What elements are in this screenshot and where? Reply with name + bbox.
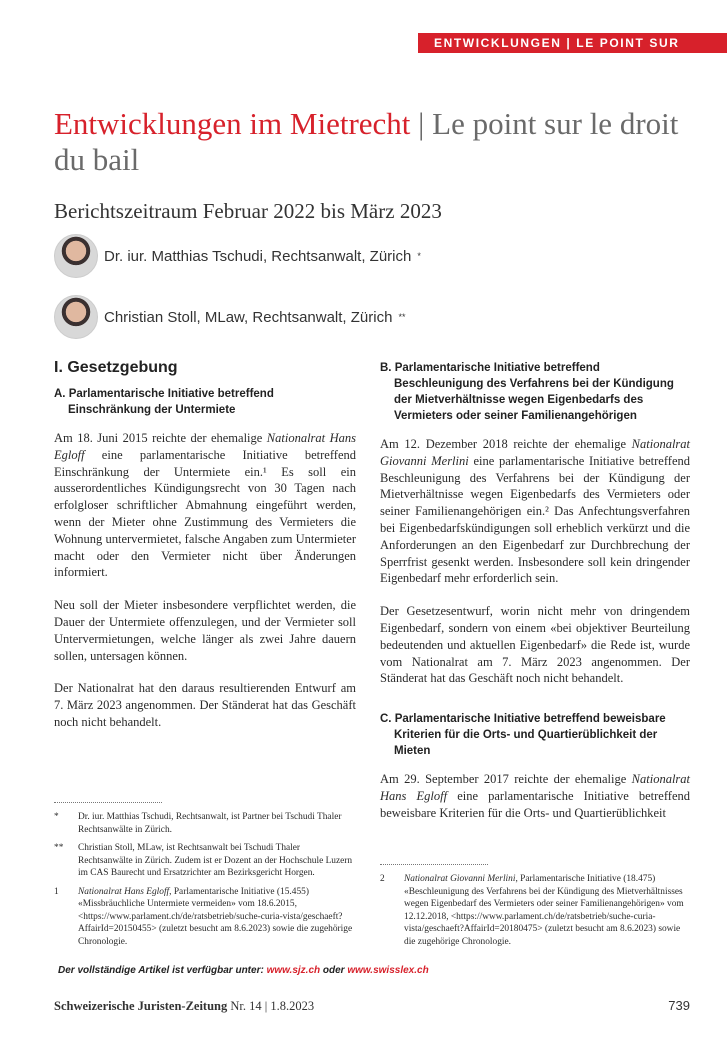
text: , Parlamentarische Initiative (15.455) «Missbräuchliche Untermiete vermeiden» vom 18.6.2015, <https://www.parlament.ch/de/ratsbetrieb/suche-curia-vista/geschaeft?AffairId=20150455> (zuletzt besucht am 8.6.2023) sowie die zugehörige Chronologie.: [78, 886, 353, 947]
text: Der vollständige Artikel ist verfügbar unter:: [58, 965, 267, 976]
section-banner: ENTWICKLUNGEN | LE POINT SUR: [418, 33, 727, 53]
page-footer: [54, 998, 690, 1014]
paragraph: Der Gesetzesentwurf, worin nicht mehr von dringendem Eigenbedarf, sondern von einem «bei objektiver Beurteilung bedeutenden und aktuellen Eigenbedarf» die Rede ist, wurde vom Nationalrat am 7. März 2023 angenommen. Der Ständerat hat das Geschäft noch nicht behandelt.: [380, 604, 690, 686]
title-french: Le point sur le droit du bail: [54, 106, 679, 177]
paragraph: [54, 430, 356, 581]
footer-journal: [54, 998, 314, 1014]
footnote: [54, 811, 356, 836]
author-mark: **: [398, 312, 406, 322]
article-title: [54, 106, 694, 178]
footnote-mark: *: [54, 812, 59, 822]
author-photo: [54, 295, 98, 339]
author-name: Christian Stoll, MLaw, Rechtsanwalt, Zürich: [104, 308, 393, 326]
right-column: [380, 358, 690, 954]
text: Am 29. September 2017 reichte der ehemalige: [380, 772, 632, 787]
title-separator: |: [410, 106, 433, 141]
journal-name: Schweizerische Juristen-Zeitung: [54, 999, 228, 1013]
author-mark: *: [417, 251, 421, 261]
text-italic: Nationalrat Hans Egloff: [54, 431, 356, 462]
text: Am 18. Juni 2015 reichte der ehemalige: [54, 431, 267, 445]
footnote-text: [404, 873, 690, 948]
footnote-mark: 1: [54, 886, 59, 897]
left-footnotes: [54, 792, 356, 954]
author-name: Dr. iur. Matthias Tschudi, Rechtsanwalt, Zürich: [104, 247, 412, 265]
text-italic: Nationalrat Giovanni Merlini: [404, 874, 516, 884]
subheading-b: B. Parlamentarische Initiative betreffend Beschleunigung des Verfahrens bei der Kündigung der Mietverhältnisse wegen Eigenbedarfs des Vermieters oder seiner Familienangehörigen: [380, 362, 674, 422]
paragraph: [380, 771, 690, 821]
issue-info: Nr. 14 | 1.8.2023: [227, 999, 315, 1013]
columns: [54, 358, 690, 954]
text: eine parlamentarische Initiative betreffend beweisbare Kriterien für die Orts- und Quartierüblichkeit: [380, 788, 690, 820]
footnote-text: Christian Stoll, MLaw, ist Rechtsanwalt bei Tschudi Thaler Rechtsanwälte in Zürich. Zudem ist er Dozent an der Hochschule Luzern im CAS Baurecht und Ersatzrichter am Bezirksgericht Horgen.: [78, 843, 353, 878]
title-german: Entwicklungen im Mietrecht: [54, 106, 411, 141]
footnote-text: Dr. iur. Matthias Tschudi, Rechtsanwalt, ist Partner bei Tschudi Thaler Rechtsanwälte in Zürich.: [78, 812, 342, 835]
text-italic: Nationalrat Hans Egloff: [78, 886, 170, 897]
section-heading: I. Gesetzgebung: [54, 359, 178, 376]
text-italic: Nationalrat Hans Egloff: [380, 772, 690, 803]
right-footnotes: [380, 854, 690, 954]
text: oder: [320, 965, 348, 976]
paragraph: [380, 436, 690, 587]
footnote-divider: [54, 802, 162, 803]
article-subtitle: Berichtszeitraum Februar 2022 bis März 2023: [54, 199, 442, 223]
text-italic: Nationalrat Giovanni Merlini: [380, 437, 690, 468]
footnote-divider: [380, 864, 488, 865]
sjz-link[interactable]: www.sjz.ch: [266, 965, 321, 976]
footnote: [54, 886, 356, 949]
footnote: [380, 873, 690, 948]
page-number: 739: [668, 998, 690, 1013]
text: eine parlamentarische Initiative betreffend Beschleunigung des Verfahrens bei der Kündigung der Mietverhältnisse wegen Eigenbedarfs des Vermieters oder seiner Familienangehörigen ein.² Das Anfechtungsverfahren bei Eigenbedarfskündigungen soll erheblich verkürzt und die Anforderungen an den Eigenbedarf zur Durchbrechung der Sperrfrist gesenkt werden. Insbesondere soll kein dringender Eigenbedarf mehr erforderlich sein.: [380, 453, 691, 586]
footnote-mark: 2: [380, 874, 385, 884]
text: , Parlamentarische Initiative (18.475) «Beschleunigung des Verfahrens bei der Kündigung des Mietverhältnisses wegen Eigenbedarf des Vermieters oder seiner Familienangehörigen» vom 12.12.2018, <https://www.parlament.ch/de/ratsbetrieb/suche-curia-vista/geschaeft?AffairId=20180475> (zuletzt besucht am 8.6.2023) sowie die zugehörige Chronologie.: [404, 874, 684, 947]
subheading-c: C. Parlamentarische Initiative betreffend beweisbare Kriterien für die Orts- und Quartierüblichkeit der Mieten: [380, 713, 666, 758]
paragraph: Der Nationalrat hat den daraus resultierenden Entwurf am 7. März 2023 angenommen. Der Ständerat hat das Geschäft noch nicht behandelt.: [54, 681, 356, 729]
footnote-mark: **: [54, 843, 64, 853]
author-1: [54, 234, 421, 278]
swisslex-link[interactable]: www.swisslex.ch: [347, 965, 429, 976]
footnote: [54, 842, 356, 880]
text: Am 12. Dezember 2018 reichte der ehemalige: [380, 437, 632, 451]
left-column: [54, 358, 356, 954]
footnote-text: [78, 886, 356, 949]
author-photo: [54, 234, 98, 278]
text: eine parlamentarische Initiative betreffend Einschränkung der Untermiete ein.¹ Es soll ein ausserordentliches Kündigungsrecht von 30 Tagen nach erfolgloser schriftlicher Abmahnung eingeführt werden, wenn der Mieter ohne Zustimmung des Vermieters die Wohnung untervermietet, falsche Angaben zum Untermieter macht oder den Vermieter nicht über Änderungen informiert.: [54, 447, 356, 580]
article-body: [54, 358, 690, 1014]
subheading-a: A. Parlamentarische Initiative betreffend Einschränkung der Untermiete: [54, 388, 274, 416]
paragraph: Neu soll der Mieter insbesondere verpflichtet werden, die Dauer der Untermiete offenzulegen, und der Vermieter soll Untervermietungen, welche länger als zwei Jahre dauern sollen, untersagen können.: [54, 598, 356, 663]
author-2: [54, 295, 405, 339]
availability-note: [54, 964, 690, 978]
